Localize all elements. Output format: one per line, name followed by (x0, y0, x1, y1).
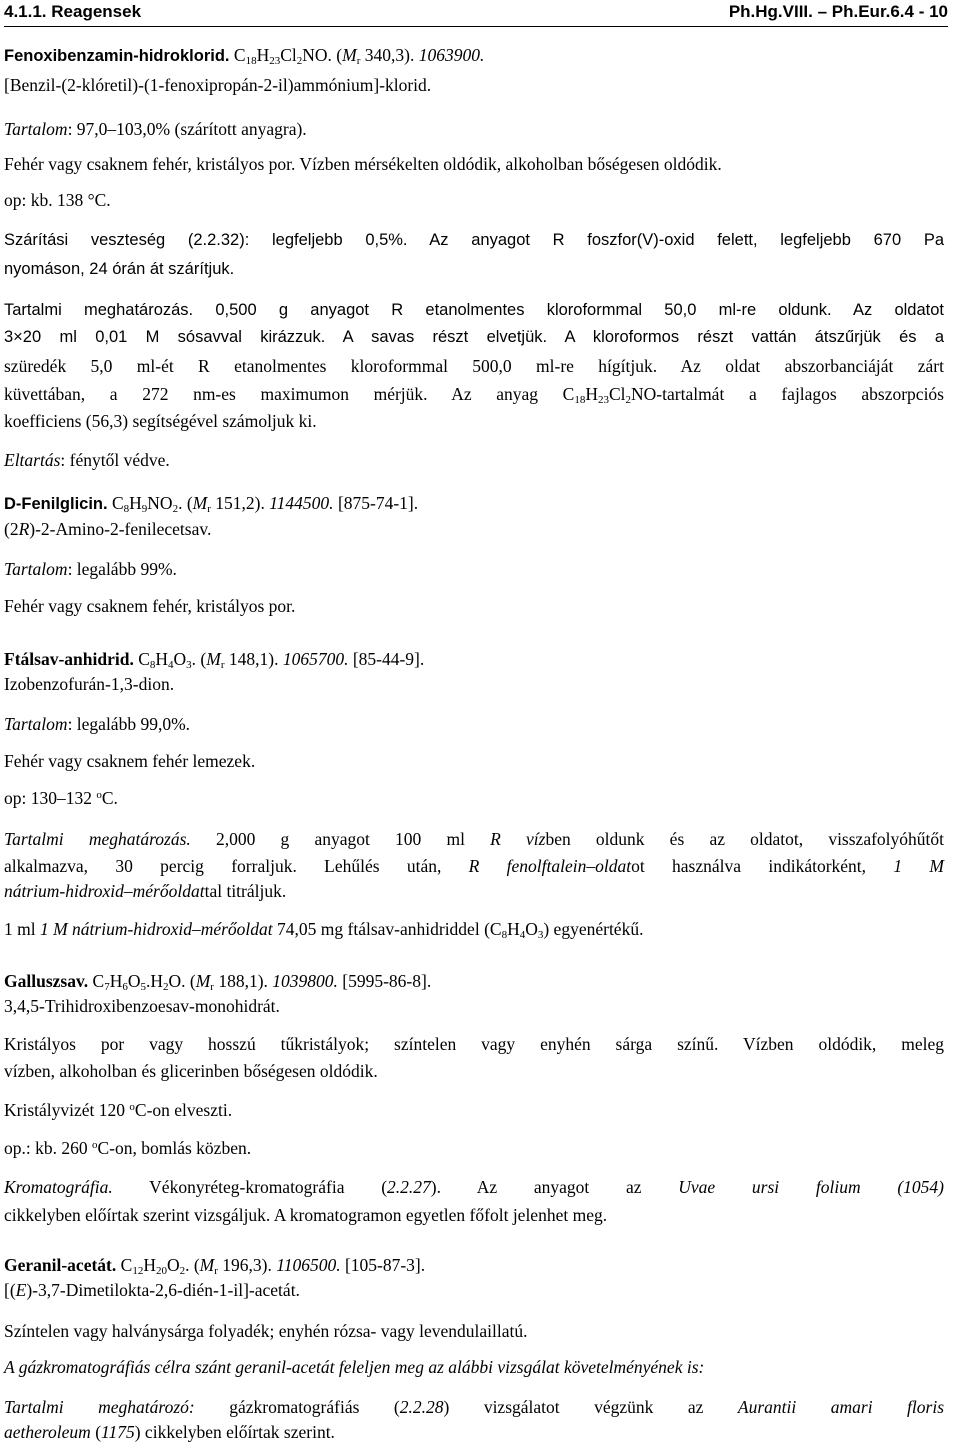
text-span: 12 (132, 1265, 144, 1277)
text-span: H (256, 45, 270, 65)
text-span: 1039800. (272, 971, 338, 991)
text-span: r (220, 659, 225, 671)
text-span: Kristályvizét 120 (4, 1100, 130, 1120)
text-span: 1144500. (269, 493, 334, 513)
text-span: M (199, 1255, 215, 1275)
text-span: 18 (245, 55, 257, 67)
text-span: 23 (269, 55, 281, 67)
text-span: C (107, 493, 124, 513)
text-span: 1 M (893, 856, 945, 876)
fenilglicin-title (4, 492, 418, 515)
text-span: r (210, 981, 214, 993)
text-span: : legalább 99%. (67, 559, 177, 579)
text-span: : 97,0–103,0% (szárított anyagra). (67, 119, 307, 139)
text-span: NO. ( (302, 45, 343, 65)
text-span: 8 (501, 929, 508, 941)
text-span: H (155, 649, 169, 669)
text-span: H (507, 919, 520, 939)
text-span: 0,500 g anyagot R etanolmentes kloroformmal 50,0 ml-re oldunk. Az oldatot (193, 301, 944, 319)
text-span: 2 (172, 503, 179, 515)
galluszsav-chemical-name: 3,4,5-Trihidroxibenzoesav-monohidrát. (4, 996, 280, 1016)
fenoxibenzamin-content (4, 118, 307, 140)
text-span: 340,3). (360, 45, 419, 65)
text-span: op.: kb. 260 (4, 1138, 92, 1158)
galluszsav-description-line2: vízben, alkoholban és glicerinben bőségesen oldódik. (4, 1061, 378, 1081)
text-span: Uvae ursi folium (1054) (678, 1177, 944, 1197)
text-span: 1065700. (282, 649, 349, 669)
text-span: 3 (537, 929, 544, 941)
ftalsav-description: Fehér vagy csaknem fehér lemezek. (4, 751, 256, 771)
text-span: 1 M nátrium-hidroxid–mérőoldat (39, 919, 273, 939)
text-span: 2.2.28 (399, 1397, 444, 1417)
text-span: 6 (122, 981, 128, 993)
text-span: 9 (141, 503, 148, 515)
text-span: M (192, 493, 208, 513)
fenoxibenzamin-assay-line5: koefficiens (56,3) segítségével számoljuk ki. (4, 411, 317, 431)
text-span: r (356, 55, 361, 67)
text-span: o (92, 1139, 98, 1151)
text-span: Vékonyréteg-kromatográfia ( (112, 1177, 388, 1197)
fenoxibenzamin-assay-line2: 3×20 ml 0,01 M sósavval kirázzuk. A savas részt elvetjük. A kloroformos részt vattán átszűrjük és a (4, 328, 944, 346)
geranil-assay (4, 1396, 944, 1418)
galluszsav-melting-point (4, 1137, 251, 1159)
fenoxibenzamin-melting-point: op: kb. 138 °C. (4, 190, 111, 210)
text-span: C-on, bomlás közben. (97, 1138, 252, 1158)
text-span: 1063900. (418, 45, 485, 65)
ftalsav-assay-line3 (4, 880, 286, 902)
text-span: M (195, 971, 211, 991)
text-span: . ( (191, 649, 207, 669)
text-span: . ( (185, 1255, 200, 1275)
text-span: 23 (597, 394, 609, 406)
fenilglicin-chemical-name (4, 518, 211, 540)
section-title: 4.1.1. Reagensek (4, 2, 142, 21)
text-span: [5995-86-8]. (337, 971, 432, 991)
geranil-gc-note: A gázkromatográfiás célra szánt geranil-acetát feleljen meg az alábbi vizsgálat követelményének is: (4, 1357, 705, 1377)
text-span: Tartalom (4, 119, 68, 139)
text-span: 20 (155, 1265, 167, 1277)
galluszsav-chromatography-line2: cikkelyben előírtak szerint vizsgáljuk. A kromatogramon egyetlen főfolt jelenhet meg. (4, 1205, 608, 1225)
text-span: 196,3). (217, 1255, 277, 1275)
text-span: D-Fenilglicin. (4, 495, 108, 513)
page-header (4, 0, 948, 27)
text-span: Tartalmi meghatározás. (4, 829, 191, 849)
text-span: ben oldunk és az oldatot, visszafolyóhűtőt (545, 829, 944, 849)
fenoxibenzamin-assay (4, 299, 944, 321)
text-span: gázkromatográfiás ( (194, 1397, 400, 1417)
text-span: O (173, 649, 187, 669)
text-span: 148,1). (224, 649, 283, 669)
text-span: 2 (296, 55, 303, 67)
text-span: 2 (179, 1265, 186, 1277)
text-span: NO (147, 493, 173, 513)
text-span: ) vizsgálatot végzünk az (443, 1397, 738, 1417)
galluszsav-water (4, 1099, 232, 1121)
text-span: ). Az anyagot az (430, 1177, 679, 1197)
galluszsav-title (4, 970, 431, 992)
text-span: H (129, 493, 142, 513)
text-span: H (109, 971, 123, 991)
text-span: Galluszsav. (4, 971, 89, 991)
text-span: [85-44-9]. (348, 649, 425, 669)
geranil-assay-line2 (4, 1421, 335, 1443)
geranil-description: Színtelen vagy halványsárga folyadék; enyhén rózsa- vagy levendulaillatú. (4, 1321, 528, 1341)
text-span: Tartalmi meghatározó: (4, 1397, 195, 1417)
text-span: 1106500. (276, 1255, 341, 1275)
fenilglicin-description: Fehér vagy csaknem fehér, kristályos por. (4, 596, 296, 616)
text-span: op: 130–132 (4, 788, 97, 808)
text-span: NO-tartalmát a fajlagos abszorpciós (631, 384, 944, 404)
ftalsav-assay-line2 (4, 855, 944, 877)
text-span: 74,05 mg ftálsav-anhidriddel (C (272, 919, 502, 939)
fenoxibenzamin-title (4, 44, 484, 67)
text-span: Ftálsav-anhidrid. (4, 649, 134, 669)
text-span: (2 (4, 519, 19, 539)
text-span: O (525, 919, 538, 939)
text-span: 2 (625, 394, 632, 406)
text-span: r (214, 1265, 218, 1277)
text-span: R víz (490, 829, 546, 849)
text-span: 7 (104, 981, 110, 993)
text-span: 188,1). (213, 971, 273, 991)
text-span: )-3,7-Dimetilokta-2,6-dién-1-il]-acetát. (26, 1280, 300, 1300)
galluszsav-description: Kristályos por vagy hosszú tűkristályok; színtelen vagy enyhén sárga színű. Vízben oldódik, meleg (4, 1034, 944, 1054)
text-span: alkalmazva, 30 percig forraljuk. Lehűlés után, (4, 856, 469, 876)
text-span: ) egyenértékű. (543, 919, 644, 939)
pharmacopoeia-reference: Ph.Hg.VIII. – Ph.Eur.6.4 - 10 (728, 2, 948, 21)
text-span: tal titráljuk. (204, 881, 287, 901)
text-span: C (229, 45, 246, 65)
ftalsav-content (4, 713, 190, 735)
geranil-title (4, 1254, 425, 1276)
text-span: C. (101, 788, 118, 808)
text-span: : legalább 99,0%. (67, 714, 191, 734)
text-span: Tartalom (4, 714, 68, 734)
text-span: 1 ml (4, 919, 40, 939)
text-span: aetheroleum (4, 1422, 91, 1442)
text-span: 8 (123, 503, 130, 515)
text-span: 151,2). (210, 493, 270, 513)
ftalsav-title (4, 648, 424, 670)
fenilglicin-content (4, 558, 177, 580)
text-span: 5 (140, 981, 146, 993)
text-span: M (206, 649, 221, 669)
fenoxibenzamin-chemical-name: [Benzil-(2-klóretil)-(1-fenoxipropán-2-il)ammónium]-klorid. (4, 75, 432, 95)
text-span: 8 (149, 659, 156, 671)
text-span: [875-74-1]. (333, 493, 419, 513)
fenoxibenzamin-storage (4, 449, 170, 471)
text-span: 4 (168, 659, 174, 671)
text-span: C (88, 971, 105, 991)
text-span: küvettában, a 272 nm-es maximumon mérjük. Az anyag C (4, 384, 575, 404)
fenoxibenzamin-assay-line3: szüredék 5,0 ml-ét R etanolmentes kloroformmal 500,0 ml-re hígítjuk. Az oldat abszorbanciáját zárt (4, 356, 944, 376)
fenoxibenzamin-drying-loss-cont: nyomáson, 24 órán át szárítjuk. (4, 260, 235, 278)
text-span: M (342, 45, 357, 65)
text-span: C (133, 649, 150, 669)
ftalsav-melting-point (4, 787, 118, 809)
ftalsav-chemical-name: Izobenzofurán-1,3-dion. (4, 674, 175, 694)
text-span: Geranil-acetát. (4, 1255, 117, 1275)
text-span: Tartalom (4, 559, 68, 579)
text-span: C (116, 1255, 133, 1275)
text-span: Eltartás (4, 450, 61, 470)
text-span: R (18, 519, 30, 539)
text-span: : fénytől védve. (60, 450, 170, 470)
text-span: Cl (280, 45, 297, 65)
text-span: H (143, 1255, 156, 1275)
galluszsav-chromatography (4, 1176, 944, 1198)
ftalsav-equivalence (4, 918, 643, 940)
text-span: )-2-Amino-2-fenilecetsav. (29, 519, 212, 539)
text-span: Aurantii amari floris (737, 1397, 945, 1417)
text-span: Tartalmi meghatározás. (4, 301, 194, 319)
text-span: . ( (178, 493, 193, 513)
text-span: Fenoxibenzamin-hidroklorid. (4, 47, 230, 65)
text-span: ( (90, 1422, 102, 1442)
text-span: [( (4, 1280, 16, 1300)
text-span: ot használva indikátorként, (631, 856, 894, 876)
text-span: Kromatográfia. (4, 1177, 113, 1197)
text-span: [105-87-3]. (340, 1255, 426, 1275)
text-span: 2.2.27 (387, 1177, 431, 1197)
text-span: 2 (162, 981, 169, 993)
text-span: Cl (608, 384, 626, 404)
text-span: O. ( (168, 971, 196, 991)
ftalsav-assay (4, 828, 944, 850)
fenoxibenzamin-assay-line4 (4, 383, 944, 405)
text-span: 3 (186, 659, 192, 671)
text-span: 2,000 g anyagot 100 ml (190, 829, 491, 849)
text-span: 1175 (101, 1422, 135, 1442)
text-span: nátrium-hidroxid–mérőoldat (4, 881, 205, 901)
geranil-chemical-name (4, 1279, 300, 1301)
text-span: O (166, 1255, 180, 1275)
text-span: H (585, 384, 598, 404)
text-span: r (207, 503, 211, 515)
text-span: E (15, 1280, 27, 1300)
fenoxibenzamin-description: Fehér vagy csaknem fehér, kristályos por. Vízben mérsékelten oldódik, alkoholban bőségesen oldódik. (4, 154, 722, 174)
text-span: .H (145, 971, 163, 991)
fenoxibenzamin-drying-loss: Szárítási veszteség (2.2.32): legfeljebb 0,5%. Az anyagot R foszfor(V)-oxid felett, legfeljebb 670 Pa (4, 231, 944, 249)
text-span: O (127, 971, 141, 991)
text-span: o (129, 1101, 135, 1113)
text-span: o (96, 789, 102, 801)
text-span: R fenolftalein–oldat (468, 856, 632, 876)
text-span: ) cikkelyben előírtak szerint. (134, 1422, 335, 1442)
text-span: 4 (519, 929, 526, 941)
text-span: 18 (574, 394, 586, 406)
text-span: C-on elveszti. (134, 1100, 233, 1120)
